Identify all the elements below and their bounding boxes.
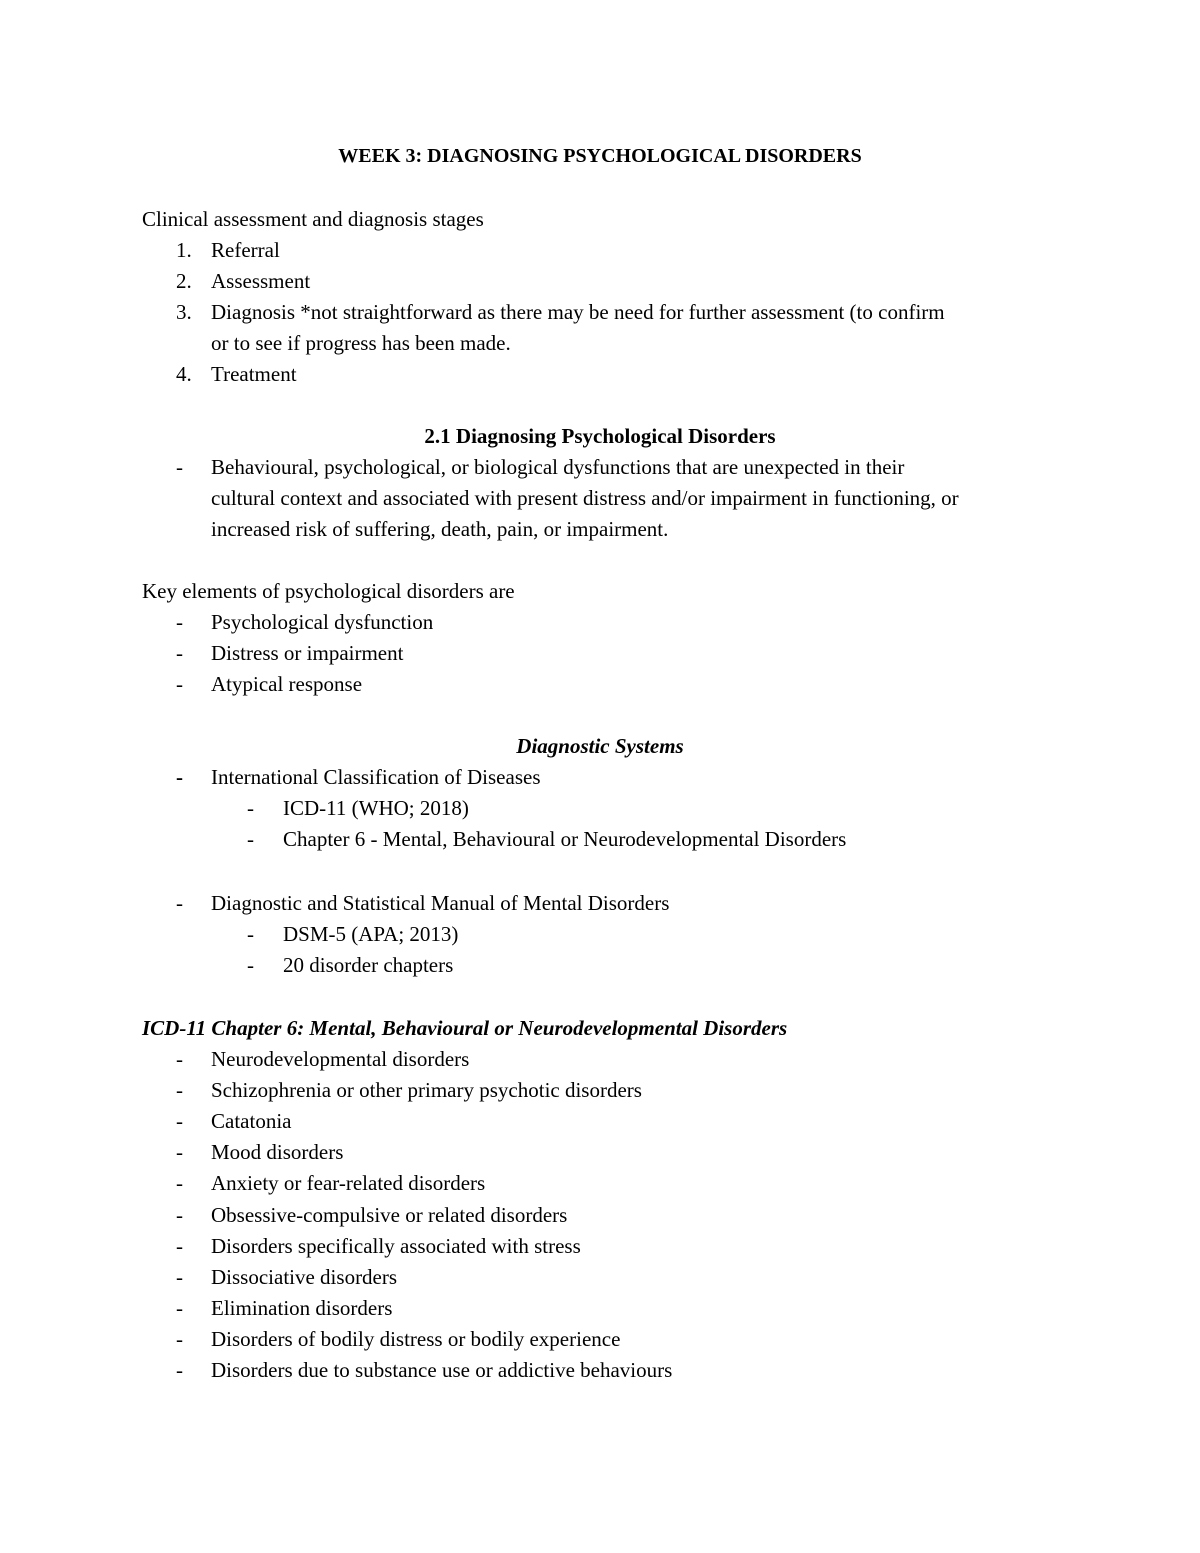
list-item: Elimination disorders xyxy=(211,1296,393,1320)
bullet-dash: - xyxy=(176,1234,183,1258)
bullet-dash: - xyxy=(247,796,254,820)
sub-list-item: 20 disorder chapters xyxy=(283,953,454,977)
list-item: Catatonia xyxy=(211,1109,292,1133)
bullet-dash: - xyxy=(247,827,254,851)
bullet-dash: - xyxy=(176,1358,183,1382)
page-title: WEEK 3: DIAGNOSING PSYCHOLOGICAL DISORDERS xyxy=(338,145,862,167)
bullet-dash: - xyxy=(176,1171,183,1195)
list-number: 4. xyxy=(176,362,192,386)
list-item: Disorders specifically associated with stress xyxy=(211,1234,581,1258)
bullet-dash: - xyxy=(176,1265,183,1289)
list-item: Treatment xyxy=(211,362,297,386)
bullet-dash: - xyxy=(176,641,183,665)
list-item: Atypical response xyxy=(211,672,363,696)
list-number: 2. xyxy=(176,269,192,293)
stages-heading: Clinical assessment and diagnosis stages xyxy=(142,207,484,231)
bullet-dash: - xyxy=(176,765,183,789)
bullet-dash: - xyxy=(176,891,183,915)
list-item: Referral xyxy=(211,238,280,262)
key-elements-heading: Key elements of psychological disorders are xyxy=(142,579,515,603)
list-number: 3. xyxy=(176,300,192,324)
list-item-continuation: or to see if progress has been made. xyxy=(211,331,511,355)
bullet-dash: - xyxy=(176,1296,183,1320)
list-item: Disorders of bodily distress or bodily experience xyxy=(211,1327,621,1351)
section-heading: Diagnostic Systems xyxy=(516,734,684,758)
list-item: Anxiety or fear-related disorders xyxy=(211,1171,486,1195)
bullet-dash: - xyxy=(247,922,254,946)
section-heading: ICD-11 Chapter 6: Mental, Behavioural or Neurodevelopmental Disorders xyxy=(142,1016,788,1040)
section-heading: 2.1 Diagnosing Psychological Disorders xyxy=(424,424,776,448)
bullet-dash: - xyxy=(176,1078,183,1102)
list-item: Schizophrenia or other primary psychotic disorders xyxy=(211,1078,642,1102)
bullet-dash: - xyxy=(176,672,183,696)
sub-list-item: ICD-11 (WHO; 2018) xyxy=(283,796,469,820)
list-item: Diagnosis *not straightforward as there may be need for further assessment (to confirm xyxy=(211,300,945,324)
list-item: Neurodevelopmental disorders xyxy=(211,1047,470,1071)
paragraph-line: cultural context and associated with present distress and/or impairment in functioning, or xyxy=(211,486,959,510)
list-item: Diagnostic and Statistical Manual of Mental Disorders xyxy=(211,891,670,915)
list-item: Disorders due to substance use or addictive behaviours xyxy=(211,1358,673,1382)
paragraph-line: increased risk of suffering, death, pain, or impairment. xyxy=(211,517,669,541)
sub-list-item: DSM-5 (APA; 2013) xyxy=(283,922,459,946)
list-item: Obsessive-compulsive or related disorders xyxy=(211,1203,568,1227)
list-item: Mood disorders xyxy=(211,1140,344,1164)
bullet-dash: - xyxy=(176,1327,183,1351)
bullet-dash: - xyxy=(176,1109,183,1133)
list-item: International Classification of Diseases xyxy=(211,765,541,789)
bullet-dash: - xyxy=(176,610,183,634)
list-item: Psychological dysfunction xyxy=(211,610,434,634)
list-item: Distress or impairment xyxy=(211,641,404,665)
paragraph-line: Behavioural, psychological, or biological dysfunctions that are unexpected in their xyxy=(211,455,905,479)
bullet-dash: - xyxy=(176,1203,183,1227)
sub-list-item: Chapter 6 - Mental, Behavioural or Neurodevelopmental Disorders xyxy=(283,827,847,851)
list-item: Dissociative disorders xyxy=(211,1265,398,1289)
list-item: Assessment xyxy=(211,269,311,293)
bullet-dash: - xyxy=(176,455,183,479)
list-number: 1. xyxy=(176,238,192,262)
bullet-dash: - xyxy=(247,953,254,977)
bullet-dash: - xyxy=(176,1140,183,1164)
bullet-dash: - xyxy=(176,1047,183,1071)
